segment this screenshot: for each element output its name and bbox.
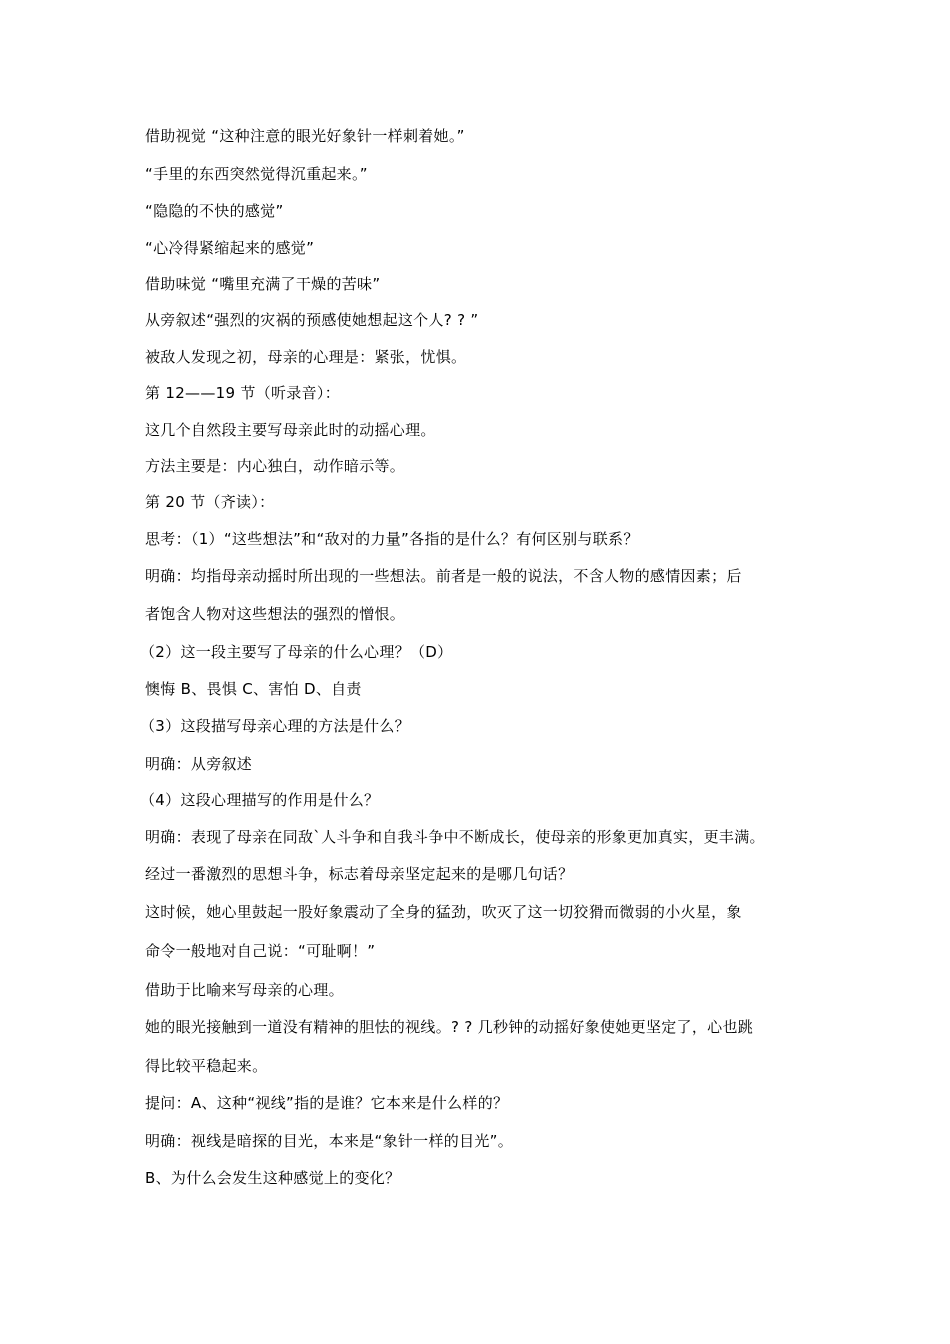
text-line: 从旁叙述“强烈的灾祸的预感使她想起这个人? ? ” — [145, 311, 479, 329]
text-line: 提问：A、这种“视线”指的是谁？它本来是什么样的？ — [145, 1094, 509, 1112]
text-line: 她的眼光接触到一道没有精神的胆怯的视线。? ? 几秒钟的动摇好象使她更坚定了，心也跳 — [145, 1018, 754, 1036]
text-line: 被敌人发现之初，母亲的心理是：紧张，忧惧。 — [145, 348, 467, 366]
text-line: 借助味觉 “嘴里充满了干燥的苦味” — [145, 275, 381, 293]
text-line: 方法主要是：内心独白，动作暗示等。 — [145, 457, 406, 475]
text-line: （4）这段心理描写的作用是什么？ — [140, 791, 380, 809]
text-line: “隐隐的不快的感觉” — [145, 202, 284, 220]
text-line: 明确：从旁叙述 — [145, 755, 253, 773]
text-line: B、为什么会发生这种感觉上的变化？ — [145, 1169, 401, 1187]
text-line: 第 12——19 节（听录音）： — [145, 384, 341, 402]
text-line: 明确：视线是暗探的目光，本来是“象针一样的目光”。 — [145, 1132, 514, 1150]
text-line: 这时候，她心里鼓起一股好象震动了全身的猛劲，吹灭了这一切狡猾而微弱的小火星，象 — [145, 903, 742, 921]
text-line: 懊悔 B、畏惧 C、害怕 D、自责 — [145, 680, 362, 698]
text-line: 经过一番激烈的思想斗争，标志着母亲坚定起来的是哪几句话？ — [145, 865, 574, 883]
text-line: 得比较平稳起来。 — [145, 1057, 268, 1075]
text-line: 借助于比喻来写母亲的心理。 — [145, 981, 344, 999]
text-line: 第 20 节（齐读）： — [145, 493, 275, 511]
text-line: （3）这段描写母亲心理的方法是什么？ — [140, 717, 410, 735]
text-line: 命令一般地对自己说：“可耻啊！” — [145, 942, 376, 960]
text-line: 明确：表现了母亲在同敌`人斗争和自我斗争中不断成长，使母亲的形象更加真实，更丰满。 — [145, 828, 765, 846]
text-line: 借助视觉 “这种注意的眼光好象针一样刺着她。” — [145, 127, 465, 145]
text-line: “手里的东西突然觉得沉重起来。” — [145, 165, 368, 183]
text-line: 思考：（1）“这些想法”和“敌对的力量”各指的是什么？有何区别与联系？ — [145, 530, 639, 548]
text-line: “心冷得紧缩起来的感觉” — [145, 239, 315, 257]
text-line: 者饱含人物对这些想法的强烈的憎恨。 — [145, 605, 406, 623]
text-line: （2）这一段主要写了母亲的什么心理？（D） — [140, 643, 453, 661]
text-line: 这几个自然段主要写母亲此时的动摇心理。 — [145, 421, 436, 439]
text-line: 明确：均指母亲动摇时所出现的一些想法。前者是一般的说法，不含人物的感情因素；后 — [145, 567, 742, 585]
